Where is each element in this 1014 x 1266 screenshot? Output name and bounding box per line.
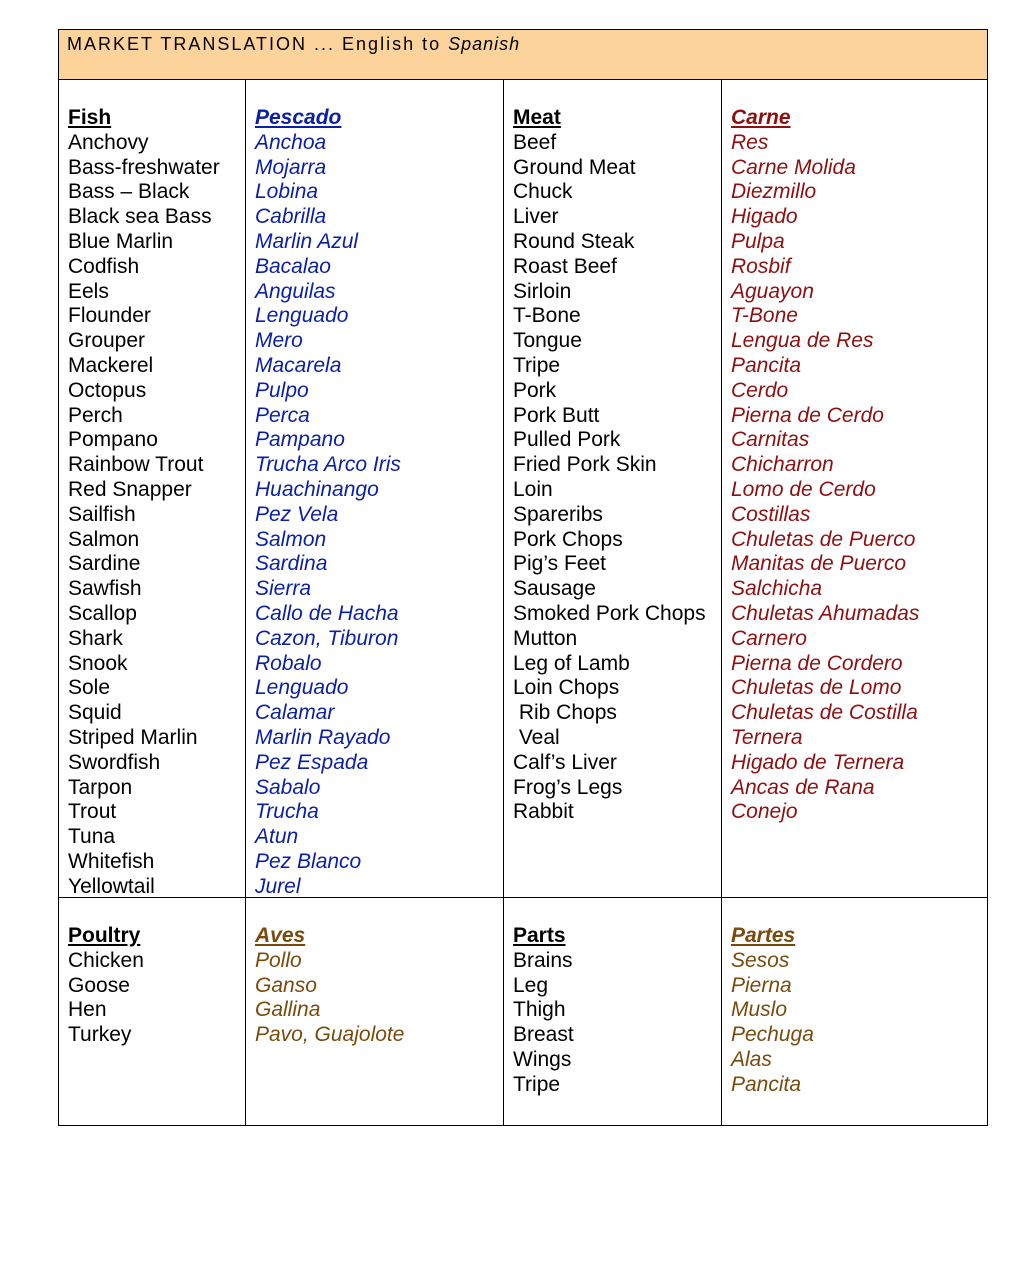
meat-item: Pork [513,378,557,402]
fish-header: Fish [68,106,112,129]
carne-item: Pulpa [731,229,785,253]
pescado-item: Lenguado [255,304,349,328]
aves-item: Pavo, Guajolote [255,1023,405,1047]
carne-item: Aguayon [731,279,814,303]
aves-item: Gallina [255,998,321,1022]
pescado-list [255,131,503,900]
fish-item: Black sea Bass [68,205,212,229]
meat-item: Rib Chops [513,701,617,725]
parts-item: Leg [513,973,549,997]
parts-item: Brains [513,948,573,972]
carne-item: Chuletas de Costilla [731,701,918,725]
meat-item: Ground Meat [513,155,636,179]
fish-item: Yellowtail [68,874,155,898]
carne-item: Lengua de Res [731,329,874,353]
partes-item: Alas [731,1047,772,1071]
carne-item: Chuletas de Puerco [731,527,916,551]
pescado-item: Macarela [255,353,342,377]
fish-item: Squid [68,701,122,725]
title-banner [59,30,987,80]
pescado-item: Atun [255,825,299,849]
fish-item: Scallop [68,601,137,625]
meat-item: Tripe [513,353,561,377]
meat-column [504,80,722,897]
fish-item: Rainbow Trout [68,453,204,477]
meat-item: Frog’s Legs [513,775,623,799]
partes-item: Pancita [731,1072,802,1096]
carne-item: Carnitas [731,428,810,452]
pescado-item: Pampano [255,428,345,452]
carne-item: Salchicha [731,577,823,601]
poultry-column [59,898,246,1125]
carne-item: Chuletas de Lomo [731,676,902,700]
pescado-item: Calamar [255,701,335,725]
parts-item: Wings [513,1047,572,1071]
parts-item: Thigh [513,998,566,1022]
pescado-item: Cabrilla [255,205,327,229]
fish-item: Eels [68,279,109,303]
fish-list [68,131,245,900]
meat-item: Veal [513,725,560,749]
meat-item: Rabbit [513,800,574,824]
meat-item: Liver [513,205,559,229]
partes-list [731,949,987,1098]
fish-item: Snook [68,651,128,675]
fish-item: Whitefish [68,849,155,873]
fish-item: Mackerel [68,353,154,377]
pescado-item: Bacalao [255,254,331,278]
fish-item: Tuna [68,825,116,849]
carne-item: Chuletas Ahumadas [731,601,920,625]
partes-header: Partes [731,924,796,947]
fish-column [59,80,246,897]
pescado-item: Huachinango [255,477,379,501]
fish-item: Trout [68,800,117,824]
aves-header: Aves [255,924,306,947]
poultry-item: Goose [68,973,130,997]
carne-column [722,80,987,897]
poultry-item: Hen [68,998,107,1022]
carne-item: Cerdo [731,378,789,402]
carne-item: T-Bone [731,304,798,328]
meat-item: Loin [513,477,553,501]
carne-item: Higado [731,205,798,229]
meat-list [513,131,721,825]
parts-column [504,898,722,1125]
aves-list [255,949,503,1048]
poultry-item: Chicken [68,948,144,972]
meat-item: Loin Chops [513,676,620,700]
pescado-column [246,80,504,897]
carne-item: Pierna de Cerdo [731,403,884,427]
carne-item: Res [731,130,769,154]
fish-item: Shark [68,626,123,650]
meat-item: Round Steak [513,229,635,253]
fish-item: Striped Marlin [68,725,198,749]
aves-item: Ganso [255,973,317,997]
poultry-header: Poultry [68,924,141,947]
pescado-item: Salmon [255,527,327,551]
fish-item: Salmon [68,527,140,551]
fish-item: Codfish [68,254,140,278]
meat-item: Tongue [513,329,582,353]
pescado-item: Pez Vela [255,502,339,526]
fish-item: Grouper [68,329,146,353]
carne-item: Carne Molida [731,155,856,179]
meat-item: Beef [513,130,557,154]
carne-item: Lomo de Cerdo [731,477,876,501]
parts-item: Tripe [513,1072,561,1096]
carne-item: Higado de Ternera [731,750,905,774]
fish-item: Sardine [68,552,141,576]
pescado-item: Robalo [255,651,322,675]
carne-item: Carnero [731,626,807,650]
pescado-item: Pez Espada [255,750,369,774]
partes-item: Sesos [731,948,790,972]
carne-item: Pancita [731,353,802,377]
carne-item: Costillas [731,502,811,526]
pescado-item: Anchoa [255,130,327,154]
poultry-list [68,949,245,1048]
pescado-item: Trucha Arco Iris [255,453,401,477]
carne-item: Rosbif [731,254,791,278]
carne-header: Carne [731,106,791,129]
aves-item: Pollo [255,948,302,972]
title-english: MARKET TRANSLATION ... English to [67,34,449,54]
fish-item: Sawfish [68,577,142,601]
pescado-item: Mojarra [255,155,327,179]
fish-item: Octopus [68,378,147,402]
parts-header: Parts [513,924,566,947]
translation-table [58,29,988,1126]
carne-item: Pierna de Cordero [731,651,903,675]
title-spanish: Spanish [448,34,521,54]
carne-list [731,131,987,825]
meat-item: Pork Chops [513,527,623,551]
carne-item: Diezmillo [731,180,817,204]
pescado-item: Marlin Azul [255,229,359,253]
fish-item: Sole [68,676,111,700]
meat-item: Pulled Pork [513,428,621,452]
partes-item: Muslo [731,998,788,1022]
pescado-item: Sabalo [255,775,321,799]
partes-item: Pierna [731,973,792,997]
fish-item: Sailfish [68,502,136,526]
carne-item: Ancas de Rana [731,775,875,799]
meat-item: Sirloin [513,279,572,303]
pescado-item: Sardina [255,552,328,576]
fish-item: Blue Marlin [68,229,174,253]
meat-item: T-Bone [513,304,581,328]
poultry-parts-section [59,898,987,1125]
carne-item: Chicharron [731,453,834,477]
partes-item: Pechuga [731,1023,814,1047]
meat-item: Pork Butt [513,403,600,427]
fish-item: Tarpon [68,775,133,799]
fish-item: Bass-freshwater [68,155,220,179]
fish-item: Pompano [68,428,158,452]
fish-item: Swordfish [68,750,161,774]
pescado-item: Mero [255,329,303,353]
partes-column [722,898,987,1125]
pescado-item: Marlin Rayado [255,725,391,749]
meat-item: Pig’s Feet [513,552,606,576]
meat-item: Mutton [513,626,578,650]
pescado-item: Cazon, Tiburon [255,626,399,650]
pescado-item: Pez Blanco [255,849,362,873]
fish-item: Perch [68,403,123,427]
meat-item: Sausage [513,577,596,601]
meat-item: Smoked Pork Chops [513,601,706,625]
fish-item: Bass – Black [68,180,190,204]
poultry-item: Turkey [68,1023,132,1047]
meat-item: Spareribs [513,502,603,526]
pescado-item: Jurel [255,874,301,898]
meat-item: Leg of Lamb [513,651,630,675]
pescado-item: Lobina [255,180,319,204]
pescado-item: Sierra [255,577,312,601]
fish-item: Red Snapper [68,477,192,501]
pescado-item: Callo de Hacha [255,601,399,625]
meat-header: Meat [513,106,561,129]
pescado-item: Trucha [255,800,319,824]
pescado-item: Pulpo [255,378,309,402]
meat-item: Roast Beef [513,254,617,278]
meat-item: Fried Pork Skin [513,453,657,477]
fish-item: Anchovy [68,130,149,154]
meat-item: Chuck [513,180,573,204]
pescado-item: Lenguado [255,676,349,700]
carne-item: Ternera [731,725,803,749]
fish-item: Flounder [68,304,151,328]
carne-item: Manitas de Puerco [731,552,907,576]
fish-meat-section [59,80,987,898]
parts-item: Breast [513,1023,574,1047]
pescado-item: Perca [255,403,310,427]
carne-item: Conejo [731,800,798,824]
pescado-header: Pescado [255,106,342,129]
parts-list [513,949,721,1098]
meat-item: Calf’s Liver [513,750,617,774]
aves-column [246,898,504,1125]
pescado-item: Anguilas [255,279,336,303]
